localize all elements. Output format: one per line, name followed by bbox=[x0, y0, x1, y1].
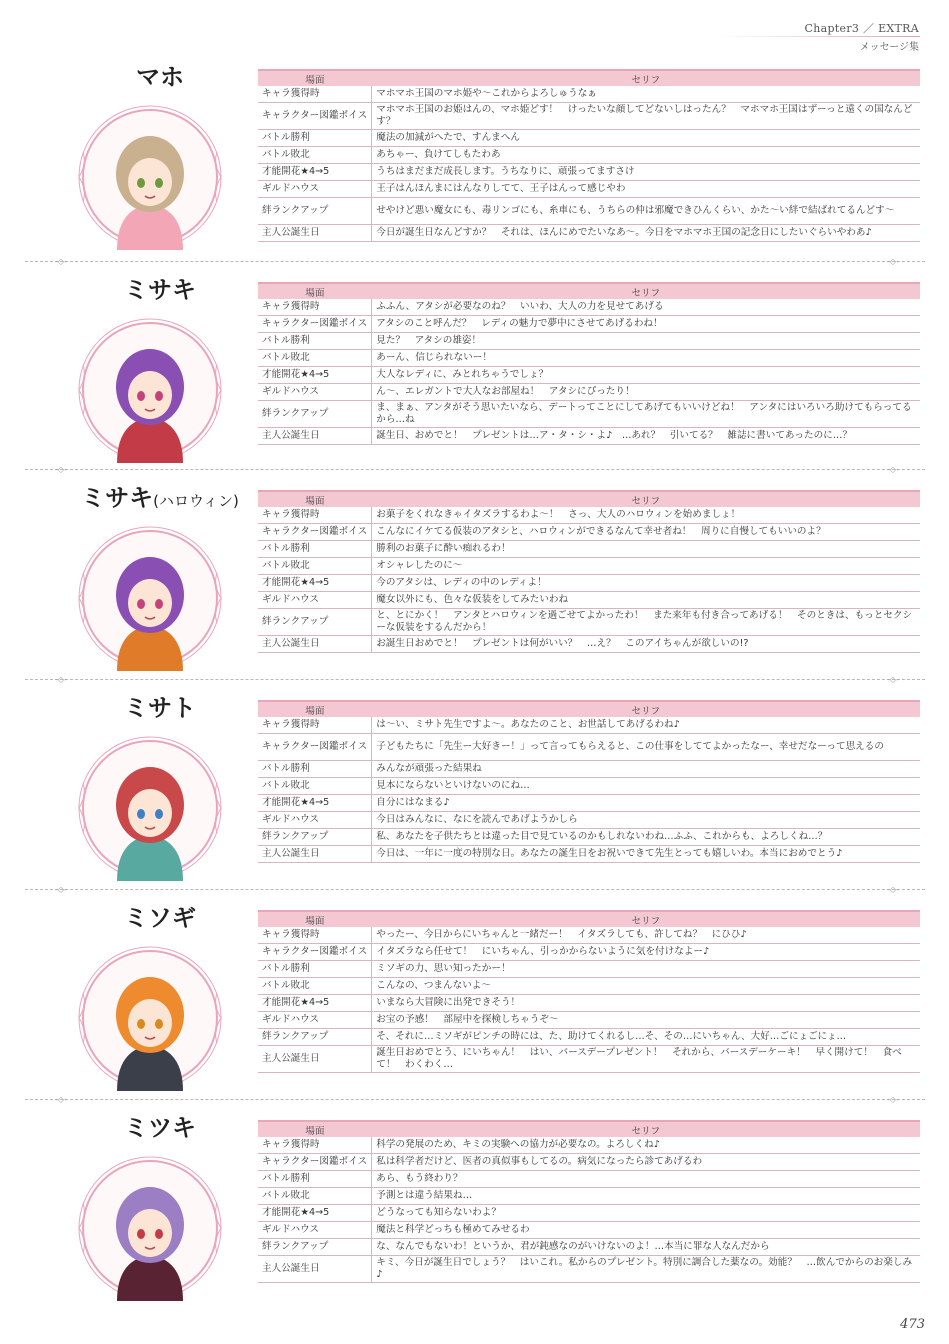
table-row bbox=[258, 541, 920, 558]
scene-cell: キャラ獲得時 bbox=[258, 299, 372, 316]
message-table bbox=[258, 69, 920, 242]
scene-cell: キャラ獲得時 bbox=[258, 86, 372, 103]
divider-ornament-icon: -◇- bbox=[55, 885, 67, 894]
character-name bbox=[70, 483, 250, 516]
table-row bbox=[258, 367, 920, 384]
scene-cell: 才能開花★4→5 bbox=[258, 575, 372, 592]
scene-cell: ギルドハウス bbox=[258, 384, 372, 401]
line-cell: 私は科学者だけど、医者の真似事もしてるの。病気になったら診てあげるわ bbox=[372, 1154, 920, 1171]
line-cell: こんなにイケてる仮装のアタシと、ハロウィンができるなんて幸せ者ね！ 周りに自慢してもいいのよ？ bbox=[372, 524, 920, 541]
table-row bbox=[258, 130, 920, 147]
line-cell: 誕生日おめでとう、にいちゃん！ はい、バースデープレゼント！ それから、バースデーケーキ！ 早く開けて！ 食べて！ わくわく… bbox=[372, 1046, 920, 1073]
line-cell: 子どもたちに「先生ー大好きー！」って言ってもらえると、この仕事をしててよかったなー、幸せだなーって思えるの bbox=[372, 734, 920, 761]
line-cell: ま、まぁ、アンタがそう思いたいなら、デートってことにしてあげてもいいけどね！ アンタにはいろいろ助けてもらってるから…ね bbox=[372, 401, 920, 428]
character-name-text: ミサキ bbox=[81, 484, 154, 512]
line-cell: 今日はみんなに、なにを読んであげようかしら bbox=[372, 812, 920, 829]
line-cell: あちゃー、負けてしもたわあ bbox=[372, 147, 920, 164]
line-cell: あら、もう終わり？ bbox=[372, 1171, 920, 1188]
line-cell: 魔女以外にも、色々な仮装をしてみたいわね bbox=[372, 592, 920, 609]
table-row bbox=[258, 978, 920, 995]
line-cell: そ、それに…ミソギがピンチの時には、た、助けてくれるし…そ、その…にいちゃん、大好…ごにょごにょ… bbox=[372, 1029, 920, 1046]
line-cell: は〜い、ミサト先生ですよ〜。あなたのこと、お世話してあげるわね♪ bbox=[372, 717, 920, 734]
header-line: セリフ bbox=[372, 1121, 920, 1137]
character-name bbox=[70, 275, 250, 305]
header-line: セリフ bbox=[372, 491, 920, 507]
table-row bbox=[258, 384, 920, 401]
divider-ornament-icon: -◇- bbox=[887, 885, 899, 894]
scene-cell: バトル敗北 bbox=[258, 147, 372, 164]
scene-cell: バトル勝利 bbox=[258, 541, 372, 558]
scene-cell: キャラクター図鑑ボイス bbox=[258, 524, 372, 541]
table-row bbox=[258, 846, 920, 863]
line-cell: 勝利のお菓子に酔い痴れるわ！ bbox=[372, 541, 920, 558]
scene-cell: バトル勝利 bbox=[258, 961, 372, 978]
table-row bbox=[258, 1029, 920, 1046]
table-row bbox=[258, 927, 920, 944]
scene-cell: 絆ランクアップ bbox=[258, 609, 372, 636]
divider-ornament-icon: -◇- bbox=[55, 465, 67, 474]
section-divider bbox=[25, 1095, 925, 1104]
line-cell: うちはまだまだ成長します。うちなりに、頑張ってますさけ bbox=[372, 164, 920, 181]
table-row bbox=[258, 401, 920, 428]
scene-cell: ギルドハウス bbox=[258, 1222, 372, 1239]
message-table bbox=[258, 910, 920, 1073]
scene-cell: バトル敗北 bbox=[258, 350, 372, 367]
section-divider bbox=[25, 885, 925, 894]
scene-cell: 絆ランクアップ bbox=[258, 198, 372, 225]
scene-cell: 才能開花★4→5 bbox=[258, 164, 372, 181]
scene-cell: バトル勝利 bbox=[258, 333, 372, 350]
header-scene: 場面 bbox=[258, 1121, 372, 1137]
line-cell: 自分にはなまる♪ bbox=[372, 795, 920, 812]
scene-cell: 才能開花★4→5 bbox=[258, 1205, 372, 1222]
scene-cell: バトル勝利 bbox=[258, 761, 372, 778]
table-row bbox=[258, 1137, 920, 1154]
line-cell: 大人なレディに、みとれちゃうでしょ？ bbox=[372, 367, 920, 384]
mitsuki-portrait-icon bbox=[77, 1155, 223, 1301]
scene-cell: 主人公誕生日 bbox=[258, 846, 372, 863]
scene-cell: ギルドハウス bbox=[258, 181, 372, 198]
scene-cell: 絆ランクアップ bbox=[258, 1029, 372, 1046]
table-row bbox=[258, 795, 920, 812]
line-cell: いまなら大冒険に出発できそう！ bbox=[372, 995, 920, 1012]
line-cell: お菓子をくれなきゃイタズラするわよ〜！ さっ、大人のハロウィンを始めましょ！ bbox=[372, 507, 920, 524]
table-row bbox=[258, 198, 920, 225]
divider-ornament-icon: -◇- bbox=[887, 465, 899, 474]
table-row bbox=[258, 636, 920, 653]
scene-cell: 絆ランクアップ bbox=[258, 829, 372, 846]
line-cell: 王子はんほんまにはんなりしてて、王子はんって感じやわ bbox=[372, 181, 920, 198]
scene-cell: キャラ獲得時 bbox=[258, 507, 372, 524]
line-cell: な、なんでもないわ！というか、君が鈍感なのがいけないのよ！…本当に罪な人なんだから bbox=[372, 1239, 920, 1256]
misaki-portrait-icon bbox=[77, 317, 223, 463]
table-row bbox=[258, 734, 920, 761]
message-table bbox=[258, 700, 920, 863]
scene-cell: 主人公誕生日 bbox=[258, 636, 372, 653]
scene-cell: 才能開花★4→5 bbox=[258, 367, 372, 384]
divider-ornament-icon: -◇- bbox=[55, 257, 67, 266]
header-line: セリフ bbox=[372, 701, 920, 717]
divider-ornament-icon: -◇- bbox=[887, 257, 899, 266]
table-row bbox=[258, 181, 920, 198]
scene-cell: 才能開花★4→5 bbox=[258, 995, 372, 1012]
table-row bbox=[258, 316, 920, 333]
page-number: 473 bbox=[900, 1317, 925, 1332]
header-line: セリフ bbox=[372, 911, 920, 927]
table-header-row bbox=[258, 70, 920, 86]
line-cell: 今のアタシは、レディの中のレディよ！ bbox=[372, 575, 920, 592]
misato-portrait-icon bbox=[77, 735, 223, 881]
message-table bbox=[258, 282, 920, 445]
table-row bbox=[258, 333, 920, 350]
line-cell: マホマホ王国のお姫はんの、マホ姫どす！ けったいな顔してどないしはったん？ マホマホ王国はずーっと遠くの国なんどす？ bbox=[372, 103, 920, 130]
table-row bbox=[258, 299, 920, 316]
table-row bbox=[258, 961, 920, 978]
line-cell: あーん、信じられないー！ bbox=[372, 350, 920, 367]
misaki-halloween-portrait-icon bbox=[77, 525, 223, 671]
line-cell: 魔法と科学どっちも極めてみせるわ bbox=[372, 1222, 920, 1239]
scene-cell: キャラクター図鑑ボイス bbox=[258, 316, 372, 333]
scene-cell: 才能開花★4→5 bbox=[258, 795, 372, 812]
divider-ornament-icon: -◇- bbox=[887, 675, 899, 684]
table-row bbox=[258, 558, 920, 575]
scene-cell: キャラ獲得時 bbox=[258, 1137, 372, 1154]
line-cell: 見本にならないといけないのにね… bbox=[372, 778, 920, 795]
scene-cell: キャラクター図鑑ボイス bbox=[258, 103, 372, 130]
line-cell: 予測とは違う結果ね… bbox=[372, 1188, 920, 1205]
header-scene: 場面 bbox=[258, 283, 372, 299]
line-cell: 今日が誕生日なんどすか？ それは、ほんにめでたいなあ〜。今日をマホマホ王国の記念日にしたいぐらいやわあ♪ bbox=[372, 225, 920, 242]
table-row bbox=[258, 1256, 920, 1283]
table-row bbox=[258, 1046, 920, 1073]
misogi-portrait-icon bbox=[77, 945, 223, 1091]
character-name-text: マホ bbox=[136, 63, 184, 91]
line-cell: どうなっても知らないわよ？ bbox=[372, 1205, 920, 1222]
line-cell: 今日は、一年に一度の特別な日。あなたの誕生日をお祝いできて先生とっても嬉しいわ。本当におめでとう♪ bbox=[372, 846, 920, 863]
divider-ornament-icon: -◇- bbox=[55, 1095, 67, 1104]
line-cell: ふふん、アタシが必要なのね？ いいわ、大人の力を見せてあげる bbox=[372, 299, 920, 316]
table-row bbox=[258, 1239, 920, 1256]
line-cell: こんなの、つまんないよ〜 bbox=[372, 978, 920, 995]
message-table bbox=[258, 1120, 920, 1283]
character-name-text: ミサト bbox=[124, 694, 196, 722]
table-row bbox=[258, 428, 920, 445]
table-header-row bbox=[258, 1121, 920, 1137]
scene-cell: ギルドハウス bbox=[258, 592, 372, 609]
table-row bbox=[258, 944, 920, 961]
table-row bbox=[258, 147, 920, 164]
section-divider bbox=[25, 257, 925, 266]
table-header-row bbox=[258, 283, 920, 299]
character-name-text: ミツキ bbox=[124, 1114, 196, 1142]
scene-cell: キャラクター図鑑ボイス bbox=[258, 1154, 372, 1171]
line-cell: ミソギの力、思い知ったかー！ bbox=[372, 961, 920, 978]
scene-cell: ギルドハウス bbox=[258, 812, 372, 829]
character-name bbox=[70, 903, 250, 933]
table-row bbox=[258, 761, 920, 778]
character-name-text: ミサキ bbox=[124, 276, 196, 304]
header-line: セリフ bbox=[372, 283, 920, 299]
header-rule bbox=[720, 36, 920, 37]
table-header-row bbox=[258, 701, 920, 717]
chapter-label: Chapter3 ／ EXTRA bbox=[804, 22, 919, 35]
table-row bbox=[258, 1154, 920, 1171]
table-row bbox=[258, 829, 920, 846]
table-row bbox=[258, 592, 920, 609]
scene-cell: 絆ランクアップ bbox=[258, 401, 372, 428]
table-row bbox=[258, 778, 920, 795]
line-cell: と、とにかく！ アンタとハロウィンを過ごせてよかったわ！ また来年も付き合ってあげる！ そのときは、もっとセクシーな仮装をするんだから！ bbox=[372, 609, 920, 636]
scene-cell: 主人公誕生日 bbox=[258, 1256, 372, 1283]
table-row bbox=[258, 717, 920, 734]
scene-cell: 絆ランクアップ bbox=[258, 1239, 372, 1256]
scene-cell: バトル勝利 bbox=[258, 130, 372, 147]
character-name bbox=[70, 62, 250, 92]
scene-cell: バトル敗北 bbox=[258, 558, 372, 575]
line-cell: キミ、今日が誕生日でしょう？ はいこれ。私からのプレゼント。特別に調合した薬なの。効能？ …飲んでからのお楽しみ♪ bbox=[372, 1256, 920, 1283]
line-cell: お誕生日おめでと！ プレゼントは何がいい？ …え？ このアイちゃんが欲しいの!? bbox=[372, 636, 920, 653]
table-row bbox=[258, 86, 920, 103]
mahou-portrait-icon bbox=[77, 104, 223, 250]
header-scene: 場面 bbox=[258, 701, 372, 717]
character-name bbox=[70, 1113, 250, 1143]
line-cell: お宝の予感！ 部屋中を探検しちゃうぞ〜 bbox=[372, 1012, 920, 1029]
table-row bbox=[258, 609, 920, 636]
character-name bbox=[70, 693, 250, 723]
header-scene: 場面 bbox=[258, 70, 372, 86]
line-cell: オシャレしたのに〜 bbox=[372, 558, 920, 575]
line-cell: やったー、今日からにいちゃんと一緒だー！ イタズラしても、許してね？ にひひ♪ bbox=[372, 927, 920, 944]
line-cell: ん〜、エレガントで大人なお部屋ね！ アタシにぴったり！ bbox=[372, 384, 920, 401]
character-name-suffix: (ハロウィン) bbox=[153, 492, 239, 510]
section-divider bbox=[25, 465, 925, 474]
header-line: セリフ bbox=[372, 70, 920, 86]
scene-cell: キャラクター図鑑ボイス bbox=[258, 944, 372, 961]
table-row bbox=[258, 1205, 920, 1222]
scene-cell: ギルドハウス bbox=[258, 1012, 372, 1029]
scene-cell: 主人公誕生日 bbox=[258, 1046, 372, 1073]
scene-cell: バトル勝利 bbox=[258, 1171, 372, 1188]
table-header-row bbox=[258, 491, 920, 507]
table-row bbox=[258, 507, 920, 524]
table-row bbox=[258, 350, 920, 367]
scene-cell: キャラクター図鑑ボイス bbox=[258, 734, 372, 761]
table-row bbox=[258, 225, 920, 242]
line-cell: アタシのこと呼んだ？ レディの魅力で夢中にさせてあげるわね！ bbox=[372, 316, 920, 333]
line-cell: 科学の発展のため、キミの実験への協力が必要なの。よろしくね♪ bbox=[372, 1137, 920, 1154]
line-cell: イタズラなら任せて！ にいちゃん、引っかからないように気を付けなよー♪ bbox=[372, 944, 920, 961]
divider-ornament-icon: -◇- bbox=[55, 675, 67, 684]
scene-cell: キャラ獲得時 bbox=[258, 717, 372, 734]
table-row bbox=[258, 1222, 920, 1239]
line-cell: マホマホ王国のマホ姫や〜これからよろしゅうなぁ bbox=[372, 86, 920, 103]
table-row bbox=[258, 995, 920, 1012]
line-cell: 私、あなたを子供たちとは違った目で見ているのかもしれないわね…ふふ、これからも、よろしくね…？ bbox=[372, 829, 920, 846]
scene-cell: バトル敗北 bbox=[258, 1188, 372, 1205]
scene-cell: 主人公誕生日 bbox=[258, 428, 372, 445]
table-row bbox=[258, 164, 920, 181]
line-cell: 誕生日、おめでと！ プレゼントは…ア・タ・シ・よ♪ …あれ？ 引いてる？ 雑誌に書いてあったのに…？ bbox=[372, 428, 920, 445]
scene-cell: 主人公誕生日 bbox=[258, 225, 372, 242]
table-row bbox=[258, 812, 920, 829]
message-table bbox=[258, 490, 920, 653]
line-cell: 見た？ アタシの雄姿！ bbox=[372, 333, 920, 350]
header-scene: 場面 bbox=[258, 911, 372, 927]
table-row bbox=[258, 524, 920, 541]
table-row bbox=[258, 1188, 920, 1205]
scene-cell: キャラ獲得時 bbox=[258, 927, 372, 944]
section-label: メッセージ集 bbox=[859, 42, 919, 53]
table-row bbox=[258, 1012, 920, 1029]
character-name-text: ミソギ bbox=[124, 904, 196, 932]
divider-ornament-icon: -◇- bbox=[887, 1095, 899, 1104]
scene-cell: バトル敗北 bbox=[258, 978, 372, 995]
table-row bbox=[258, 103, 920, 130]
section-divider bbox=[25, 675, 925, 684]
scene-cell: バトル敗北 bbox=[258, 778, 372, 795]
header-scene: 場面 bbox=[258, 491, 372, 507]
table-row bbox=[258, 575, 920, 592]
table-row bbox=[258, 1171, 920, 1188]
line-cell: 魔法の加減がへたで、すんまへん bbox=[372, 130, 920, 147]
line-cell: みんなが頑張った結果ね bbox=[372, 761, 920, 778]
table-header-row bbox=[258, 911, 920, 927]
line-cell: せやけど悪い魔女にも、毒リンゴにも、糸車にも、うちらの仲は邪魔できひんくらい、かた〜い絆で結ばれてるんどす〜 bbox=[372, 198, 920, 225]
